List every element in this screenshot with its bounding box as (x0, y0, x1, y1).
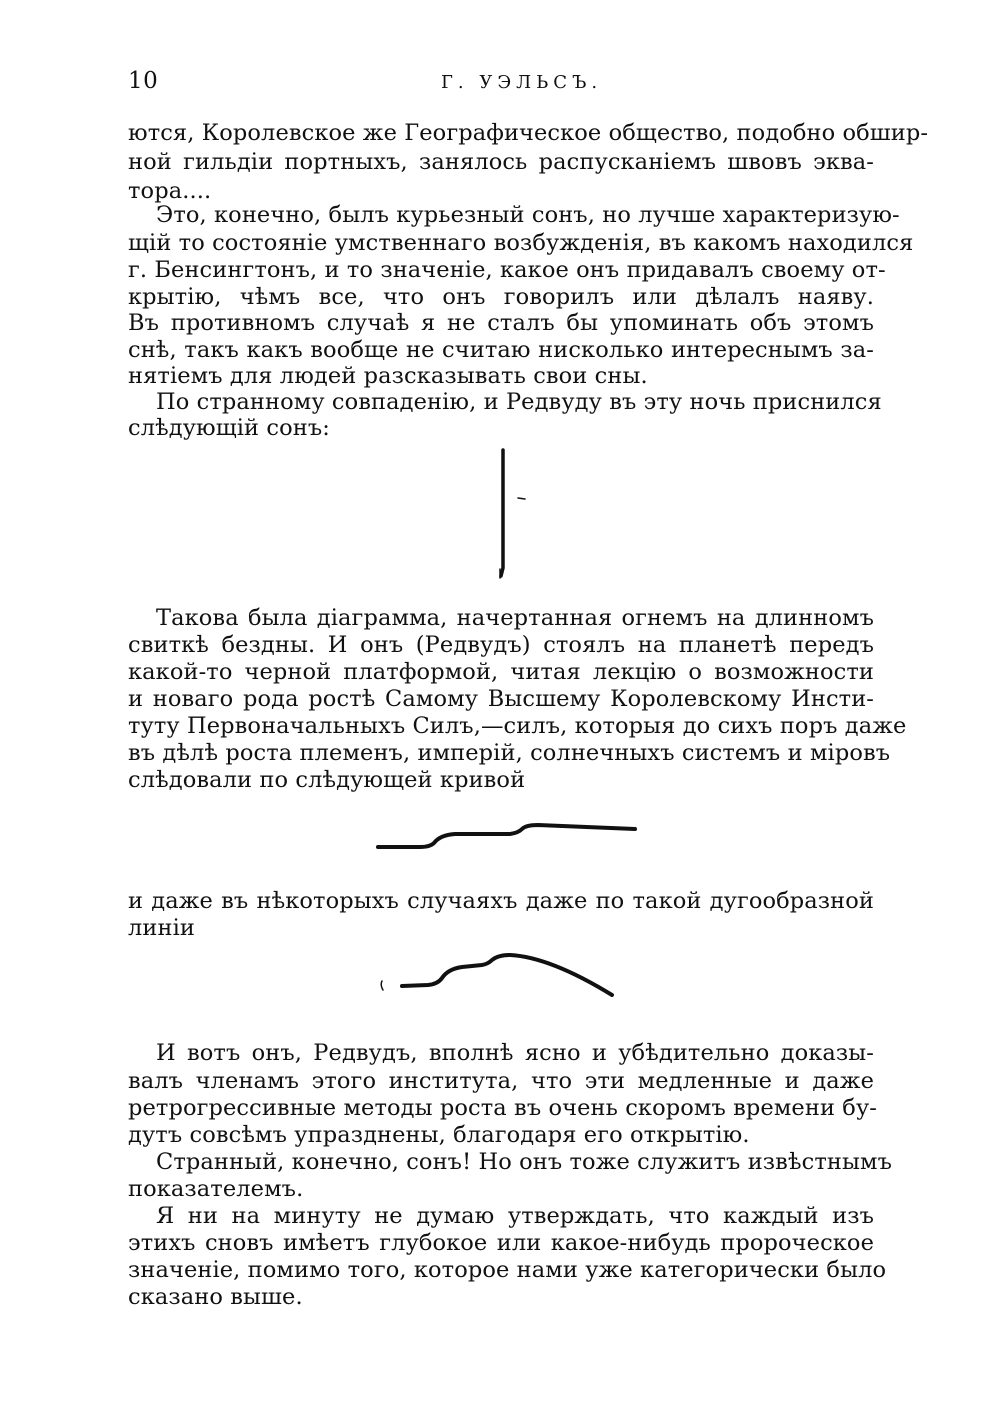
arc-curve-mark (381, 981, 383, 990)
text-line: Я ни на минуту не думаю утверждать, что каждый изъ (156, 1203, 874, 1229)
text-line: значеніе, помимо того, которое нами уже категорически было (128, 1257, 887, 1283)
step-curve-diagram (370, 815, 650, 865)
text-line: тора.... (128, 178, 212, 204)
page-number: 10 (128, 68, 159, 94)
text-line: дутъ совсѣмъ упразднены, благодаря его открытію. (128, 1122, 750, 1148)
text-line: линіи (128, 915, 195, 941)
text-line: какой-то черной платформой, читая лекцію о возможности (128, 659, 874, 685)
text-line: валъ членамъ этого института, что эти медленные и даже (128, 1068, 874, 1094)
text-line: слѣдовали по слѣдующей кривой (128, 767, 526, 793)
text-line: ной гильдіи портныхъ, занялось распусканіемъ швовъ эква- (128, 149, 874, 175)
text-line: По странному совпаденію, и Редвуду въ эту ночь приснился (156, 389, 882, 415)
vertical-stroke (501, 450, 503, 576)
text-line: Это, конечно, былъ курьезный сонъ, но лучше характеризую- (156, 202, 900, 228)
text-line: щій то состояніе умственнаго возбужденія, въ какомъ находился (128, 230, 914, 256)
text-line: и новаго рода ростѣ Самому Высшему Королевскому Инсти- (128, 686, 874, 712)
text-line: Странный, конечно, сонъ! Но онъ тоже служитъ извѣстнымъ (156, 1149, 892, 1175)
arc-curve (402, 955, 612, 995)
text-line: показателемъ. (128, 1176, 304, 1202)
text-line: и даже въ нѣкоторыхъ случаяхъ даже по такой дугообразной (128, 888, 874, 914)
text-line: г. Бенсингтонъ, и то значеніе, какое онъ придавалъ своему от- (128, 257, 886, 283)
running-title: Г. УЭЛЬСЪ. (441, 72, 603, 93)
vertical-line-diagram (488, 440, 538, 590)
text-line: Въ противномъ случаѣ я не сталъ бы упоминать объ этомъ (128, 310, 874, 336)
text-line: ретрогрессивные методы роста въ очень скоромъ времени бу- (128, 1095, 877, 1121)
text-line: свиткѣ бездны. И онъ (Редвудъ) стоялъ на планетѣ передъ (128, 632, 874, 658)
text-line: туту Первоначальныхъ Силъ,—силъ, которыя до сихъ поръ даже (128, 713, 907, 739)
text-line: нятіемъ для людей разсказывать свои сны. (128, 363, 648, 389)
text-line: снѣ, такъ какъ вообще не считаю нисколько интереснымъ за- (128, 337, 874, 363)
text-line: въ дѣлѣ роста племенъ, имперій, солнечныхъ системъ и міровъ (128, 740, 891, 766)
step-curve (378, 825, 635, 847)
text-line: И вотъ онъ, Редвудъ, вполнѣ ясно и убѣдительно доказы- (156, 1040, 874, 1066)
arc-curve-diagram (370, 945, 630, 1005)
text-line: Такова была діаграмма, начертанная огнемъ на длинномъ (156, 605, 874, 631)
text-line: крытію, чѣмъ все, что онъ говорилъ или дѣлалъ наяву. (128, 284, 874, 310)
text-line: слѣдующій сонъ: (128, 415, 330, 441)
diagram-mark (518, 498, 525, 499)
text-line: ются, Королевское же Географическое общество, подобно обшир- (128, 120, 929, 146)
text-line: этихъ сновъ имѣетъ глубокое или какое-нибудь пророческое (128, 1230, 874, 1256)
text-line: сказано выше. (128, 1284, 303, 1310)
